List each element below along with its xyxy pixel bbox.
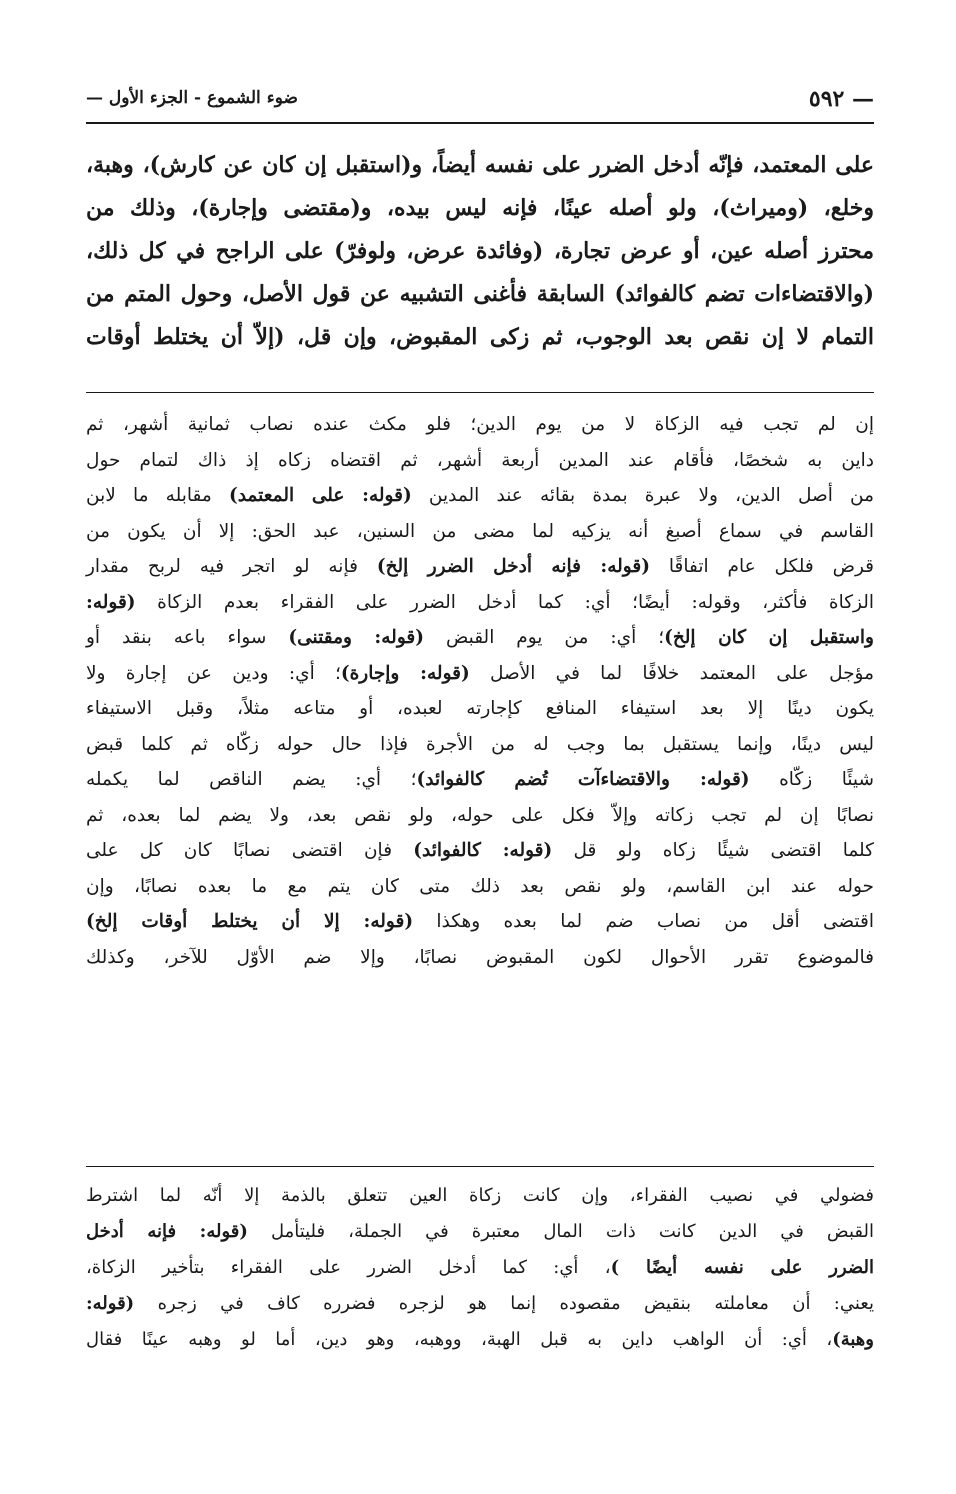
quote-label: (قوله: إلا أن يختلط أوقات إلخ) [86,911,414,932]
footnote-line: الضرر على نفسه أيضًا )، أي: كما أدخل الضرر على الفقراء بتأخير الزكاة، [86,1257,874,1278]
main-line: محترز أصله عين، أو عرض تجارة، (وفائدة عرض، ولوفرّ) على الراجح في كل ذلك، [86,238,874,264]
commentary-line: شيئًا زكّاه (قوله: والاقتضاءآت تُضم كالفوائد)؛ أي: يضم الناقص لما يكمله [86,769,874,790]
main-line: التمام لا إن نقص بعد الوجوب، ثم زكى المقبوض، وإن قل، (إلاّ أن يختلط أوقات [86,324,874,350]
commentary-line: القاسم في سماع أصبغ أنه يزكيه لما مضى من السنين، عبد الحق: إلا أن يكون من [86,520,874,542]
quote-label: (قوله: كالفوائد) [413,840,553,861]
commentary-line: مؤجل على المعتمد خلافًا لما في الأصل (قوله: وإجارة)؛ أي: ودين عن إجارة ولا [86,662,874,684]
quote-label: (قوله: فإنه أدخل الضرر إلخ) [376,556,650,577]
commentary-line: نصابًا إن لم تجب زكاته وإلاّ فكل على حوله، ولو نقص بعد، ولا يضم لما بعده، ثم [86,804,874,826]
quote-label: (قوله: وإجارة) [340,662,470,684]
commentary-line: إن لم تجب فيه الزكاة لا من يوم الدين؛ فلو مكث عنده نصاب ثمانية أشهر، ثم [86,414,874,435]
main-line: وخلع، (وميراث)، ولو أصله عينًا، فإنه ليس بيده، و(مقتضى وإجارة)، وذلك من [86,195,874,221]
commentary-line: داين به شخصًا، فأقام عند المدين أربعة أشهر، ثم اقتضاه زكاه إذ ذاك لتمام حول [86,449,874,471]
commentary [86,407,874,975]
commentary-line: يكون دينًا إلا بعد استيفاء المنافع كإجارته لعبده، أو متاعه مثلاً، وقبل الاستيفاء [86,698,874,719]
running-title: ضوء الشموع - الجزء الأول — [86,88,298,108]
commentary-line: كلما اقتضى شيئًا زكاه ولو قل (قوله: كالفوائد) فإن اقتضى نصابًا كان كل على [86,840,874,861]
quote-label: وهبة) [832,1329,874,1350]
quote-label: (قوله: على المعتمد) [228,485,412,506]
main-text [86,144,874,359]
commentary-line: اقتضى أقل من نصاب ضم لما بعده وهكذا (قوله: إلا أن يختلط أوقات إلخ) [86,911,874,932]
main-line: (والاقتضاءات تضم كالفوائد) السابقة فأغنى التشبيه عن قول الأصل، وحول المتم من [86,281,874,307]
quote-label: (قوله: والاقتضاءآت تُضم كالفوائد) [416,769,750,790]
page-header [86,86,874,124]
commentary-line: فالموضوع تقرر الأحوال لكون المقبوض نصابًا، وإلا ضم الأوّل للآخر، وكذلك [86,946,874,968]
commentary-line: من أصل الدين، ولا عبرة بمدة بقائه عند المدين (قوله: على المعتمد) مقابله ما لابن [86,485,875,506]
main-line: على المعتمد، فإنّه أدخل الضرر على نفسه أيضاً، و(استقبل إن كان عن كارش)، وهبة، [86,152,874,178]
commentary-line: الزكاة فأكثر، وقوله: أيضًا؛ أي: كما أدخل الضرر على الفقراء بعدم الزكاة (قوله: [86,591,874,613]
quote-label: (قوله: ومقتنى) [288,627,424,648]
quote-label: الضرر على نفسه أيضًا ) [610,1257,874,1278]
commentary-line: ليس دينًا، وإنما يستقبل بما وجب له من الأجرة فإذا حال حوله زكّاه ثم كلما قبض [86,733,874,755]
commentary-line: واستقبل إن كان إلخ)؛ أي: من يوم القبض (قوله: ومقتنى) سواء باعه بنقد أو [86,627,874,648]
quote-label: (قوله: فإنه أدخل [86,1221,248,1242]
divider [86,1166,874,1167]
page-number: — ٥٩٢ [808,86,874,112]
footnote-line: وهبة)، أي: أن الواهب داين به قبل الهبة، ووهبه، وهو دين، أما لو وهبه عينًا فقال [86,1329,874,1350]
commentary-line: قرض فلكل عام اتفاقًا (قوله: فإنه أدخل الضرر إلخ) فإنه لو اتجر فيه لربح مقدار [86,556,874,577]
divider [86,392,874,393]
quote-label: (قوله: [86,591,136,613]
commentary-line: حوله عند ابن القاسم، ولو نقص بعد ذلك متى كان يتم مع ما بعده نصابًا، وإن [86,875,874,897]
footnote-line: فضولي في نصيب الفقراء، وإن كانت زكاة العين تتعلق بالذمة إلا أنّه لما اشترط [86,1185,874,1206]
quote-label: (قوله: [86,1293,135,1314]
footnote [86,1178,874,1358]
footnote-line: يعني: أن معاملته بنقيض مقصوده إنما هو لزجره فضرره كاف في زجره (قوله: [86,1293,874,1314]
quote-label: واستقبل إن كان إلخ) [664,627,874,648]
footnote-line: القبض في الدين كانت ذات المال معتبرة في الجملة، فليتأمل (قوله: فإنه أدخل [86,1221,874,1242]
